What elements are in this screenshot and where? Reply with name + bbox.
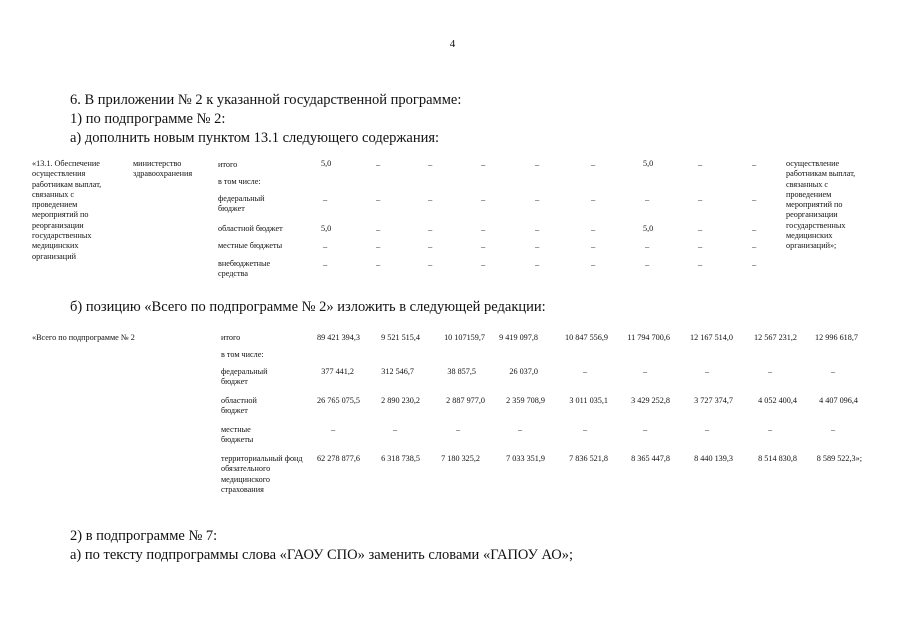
t2-federal-cell: 377 441,2 [321, 367, 354, 376]
t2-federal-cell: 26 037,0 [509, 367, 538, 376]
t1-dash: – [428, 259, 433, 269]
paragraph-6-1-a: а) дополнить новым пунктом 13.1 следующего содержания: [70, 130, 440, 146]
t2-tfoms-cell: 8 365 447,8 [631, 454, 670, 463]
t1-dash: – [591, 224, 596, 234]
t2-local-cell: – [704, 425, 710, 434]
paragraph-6-1-b: б) позицию «Всего по подпрограмме № 2» изложить в следующей редакции: [70, 299, 546, 315]
t2-regional-cell: 2 890 230,2 [381, 396, 420, 405]
t2-total-cell: 11 794 700,6 [627, 333, 670, 342]
t2-tfoms-cell: 8 589 522,3»; [816, 454, 862, 463]
t1-dash: – [645, 241, 650, 251]
t1-dash: – [481, 194, 486, 204]
row-label-tfoms: территориальный фонд обязательного медицинского страхования [221, 454, 303, 494]
paragraph-6: 6. В приложении № 2 к указанной государственной программе: [70, 92, 462, 108]
t1-regional-value-2: 5,0 [643, 224, 654, 233]
t2-regional-cell: 3 011 035,1 [569, 396, 608, 405]
t1-dash: – [428, 159, 433, 169]
t1-dash: – [323, 259, 328, 269]
t1-dash: – [752, 241, 757, 251]
row-label-including: в том числе: [221, 350, 264, 359]
t2-tfoms-cell: 6 318 738,5 [381, 454, 420, 463]
t1-dash: – [323, 194, 328, 204]
t2-regional-cell: 4 052 400,4 [758, 396, 797, 405]
t2-local-cell: – [642, 425, 648, 434]
t1-total-value: 5,0 [321, 159, 332, 168]
t2-federal-cell: – [582, 367, 588, 376]
item-result: осуществление работникам выплат, связанных с проведением мероприятий по реорганизации государственных медицинских организаций»; [786, 159, 856, 251]
t2-regional-cell: 26 765 075,5 [317, 396, 360, 405]
t2-total-cell: 10 847 556,9 [565, 333, 608, 342]
t2-regional-cell: 4 407 096,4 [819, 396, 858, 405]
item-executor: министерство здравоохранения [133, 159, 193, 179]
row-label-total: итого [218, 160, 238, 169]
row-label-federal: федеральный бюджет [221, 367, 268, 387]
row-label-total: итого [221, 333, 241, 342]
t2-tfoms-cell: 62 278 877,6 [317, 454, 360, 463]
page-number: 4 [449, 38, 456, 50]
t1-dash: – [698, 259, 703, 269]
t1-dash: – [376, 224, 381, 234]
t1-dash: – [591, 259, 596, 269]
t1-dash: – [535, 241, 540, 251]
paragraph-6-1: 1) по подпрограмме № 2: [70, 111, 226, 127]
t1-regional-value: 5,0 [321, 224, 332, 233]
row-label-local: местные бюджеты [218, 241, 283, 250]
t2-federal-cell: 312 546,7 [381, 367, 414, 376]
paragraph-2: 2) в подпрограмме № 7: [70, 528, 218, 544]
t1-dash: – [535, 159, 540, 169]
row-label-regional: областной бюджет [221, 396, 257, 416]
t1-dash: – [645, 259, 650, 269]
item-name: «13.1. Обеспечение осуществления работникам выплат, связанных с проведением мероприятий по реорганизации государственных медицинских организаций [32, 159, 102, 261]
t2-total-cell: 12 567 231,2 [754, 333, 797, 342]
t2-total-cell: 9 419 097,8 [499, 333, 538, 342]
t2-federal-cell: – [704, 367, 710, 376]
t2-tfoms-cell: 7 836 521,8 [569, 454, 608, 463]
t1-dash: – [428, 224, 433, 234]
t2-regional-cell: 3 429 252,8 [631, 396, 670, 405]
t1-dash: – [481, 241, 486, 251]
t2-tfoms-cell: 8 440 139,3 [694, 454, 733, 463]
t1-dash: – [376, 259, 381, 269]
t1-dash: – [698, 224, 703, 234]
t1-dash: – [591, 194, 596, 204]
t2-tfoms-cell: 7 180 325,2 [441, 454, 480, 463]
t2-total-cell: 89 421 394,3 [317, 333, 360, 342]
t1-dash: – [535, 224, 540, 234]
t1-dash: – [376, 194, 381, 204]
t1-dash: – [376, 159, 381, 169]
t2-tfoms-cell: 8 514 830,8 [758, 454, 797, 463]
t1-dash: – [535, 194, 540, 204]
t1-dash: – [535, 259, 540, 269]
t1-dash: – [428, 241, 433, 251]
t2-total-cell: 9 521 515,4 [381, 333, 420, 342]
t1-dash: – [428, 194, 433, 204]
t1-dash: – [698, 241, 703, 251]
t2-local-cell: – [767, 425, 773, 434]
t1-dash: – [481, 159, 486, 169]
t1-dash: – [752, 194, 757, 204]
t1-dash: – [645, 194, 650, 204]
total-name: «Всего по подпрограмме № 2 [32, 333, 135, 342]
t1-dash: – [591, 241, 596, 251]
t2-federal-cell: – [830, 367, 836, 376]
t2-total-cell: 12 167 514,0 [690, 333, 733, 342]
row-label-local: местные бюджеты [221, 425, 254, 445]
t2-total-cell: 12 996 618,7 [815, 333, 858, 342]
t2-tfoms-cell: 7 033 351,9 [506, 454, 545, 463]
t2-regional-cell: 3 727 374,7 [694, 396, 733, 405]
t2-local-cell: – [830, 425, 836, 434]
t2-federal-cell: 38 857,5 [447, 367, 476, 376]
t2-local-cell: – [392, 425, 398, 434]
t1-dash: – [752, 224, 757, 234]
t1-dash: – [481, 259, 486, 269]
t1-dash: – [698, 159, 703, 169]
t2-local-cell: – [330, 425, 336, 434]
t1-dash: – [481, 224, 486, 234]
t2-federal-cell: – [767, 367, 773, 376]
t2-local-cell: – [582, 425, 588, 434]
row-label-offbudget: внебюджетные средства [218, 259, 271, 279]
row-label-federal: федеральный бюджет [218, 194, 265, 214]
row-label-regional: областной бюджет [218, 224, 283, 233]
t1-dash: – [323, 241, 328, 251]
t2-local-cell: – [517, 425, 523, 434]
t2-regional-cell: 2 887 977,0 [446, 396, 485, 405]
t2-federal-cell: – [642, 367, 648, 376]
paragraph-2-a: а) по тексту подпрограммы слова «ГАОУ СПО» заменить словами «ГАПОУ АО»; [70, 547, 573, 563]
t2-local-cell: – [455, 425, 461, 434]
row-label-including: в том числе: [218, 177, 261, 186]
t2-total-cell: 10 107159,7 [444, 333, 485, 342]
t1-dash: – [591, 159, 596, 169]
t1-dash: – [376, 241, 381, 251]
t1-dash: – [698, 194, 703, 204]
t1-dash: – [752, 259, 757, 269]
t1-total-value-2: 5,0 [643, 159, 654, 168]
t2-regional-cell: 2 359 708,9 [506, 396, 545, 405]
t1-dash: – [752, 159, 757, 169]
